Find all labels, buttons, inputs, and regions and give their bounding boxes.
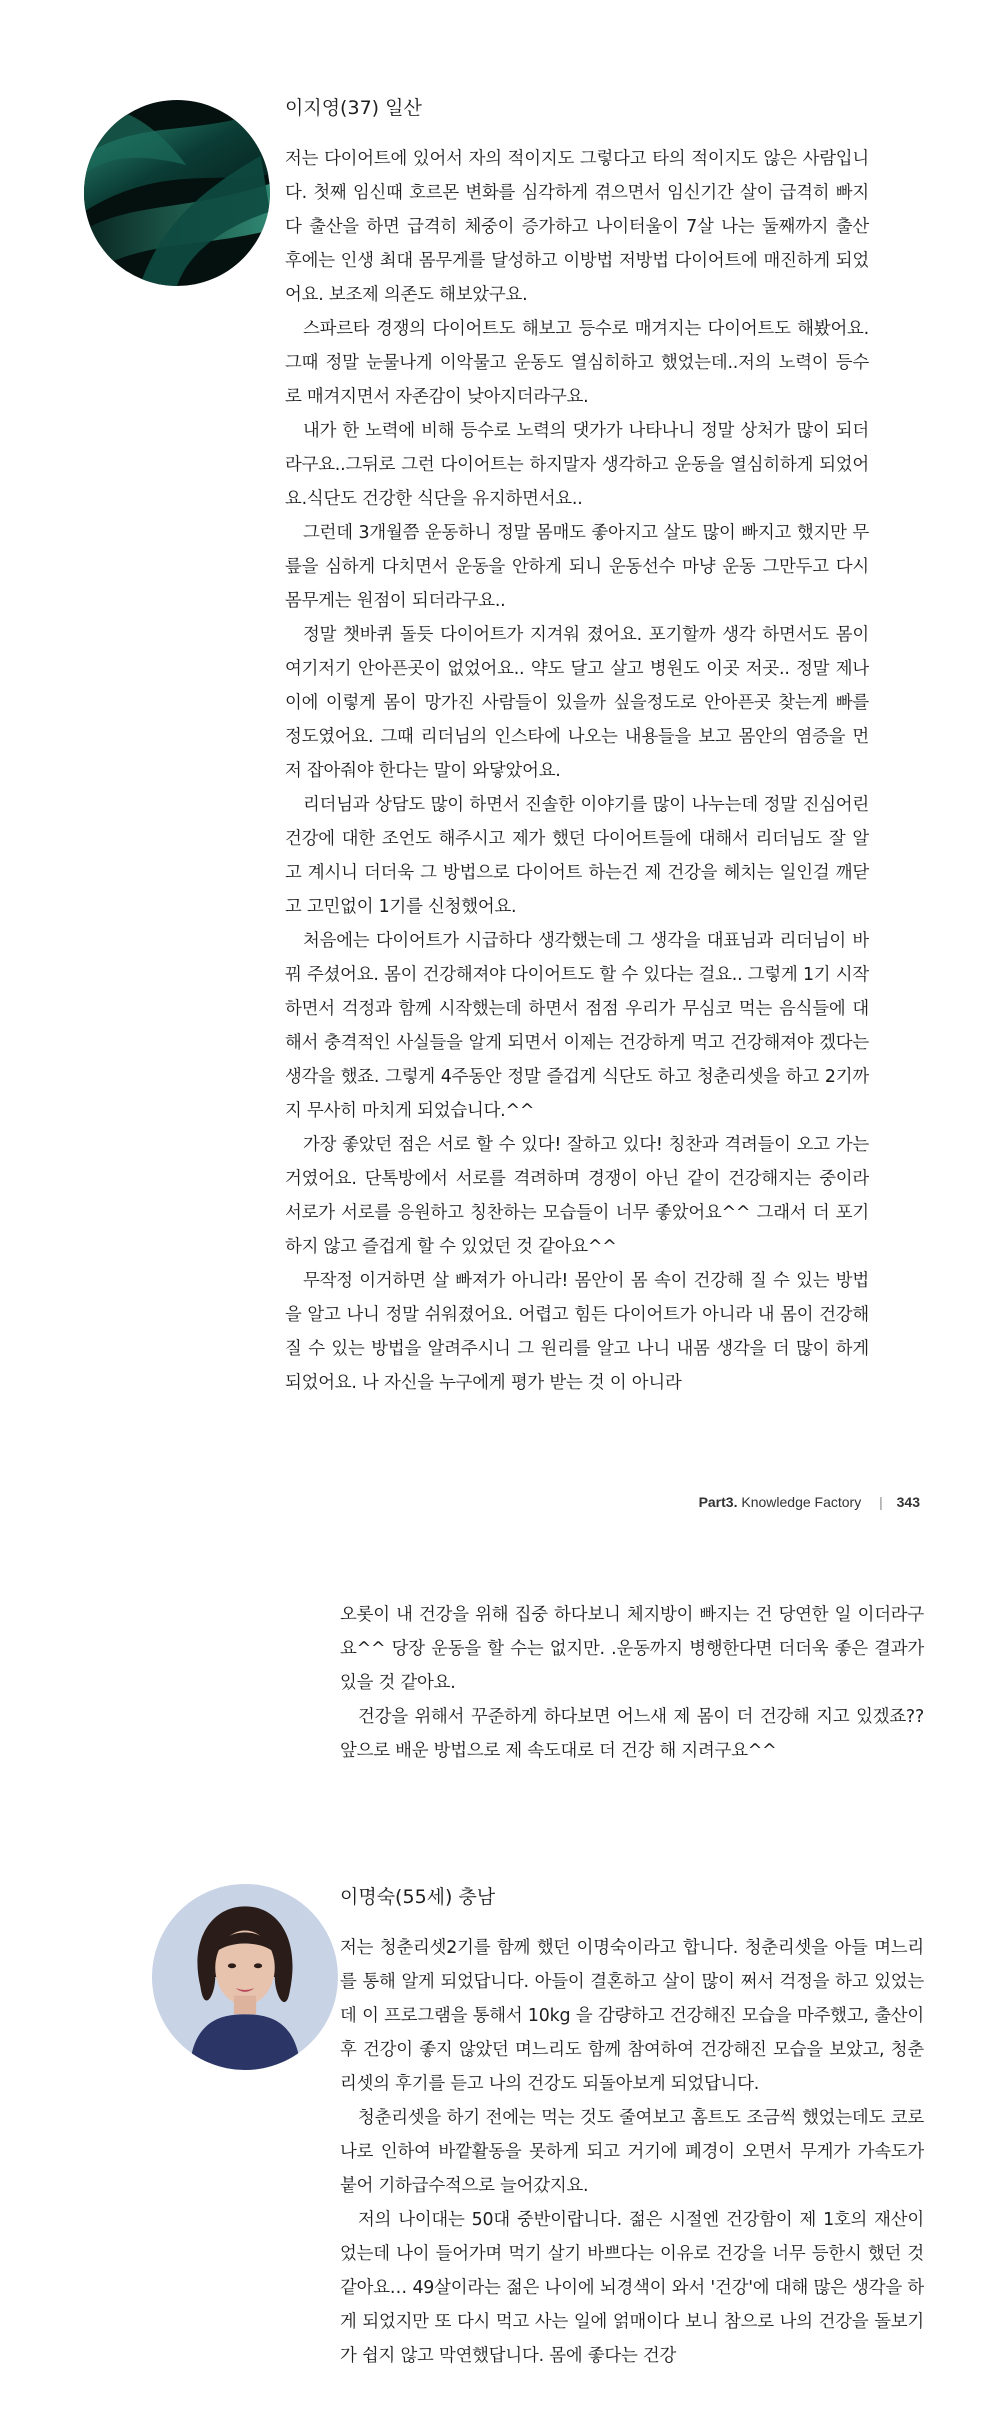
paragraph: 건강을 위해서 꾸준하게 하다보면 어느새 제 몸이 더 건강해 지고 있겠죠?? 앞으로 배운 방법으로 제 속도대로 더 건강 해 지려구요^^	[340, 1707, 924, 1761]
leaf-image	[84, 100, 270, 286]
paragraph: 가장 좋았던 점은 서로 할 수 있다! 잘하고 있다! 칭찬과 격려들이 오고 가는 거였어요. 단톡방에서 서로를 격려하며 경쟁이 아닌 같이 건강해지는 중이라 서로가 서로를 응원하고 칭찬하는 모습들이 너무 좋았어요^^ 그래서 더 포기하지 않고 즐겁게 할 수 있었던 것 같아요^^	[285, 1135, 869, 1257]
paragraph: 무작정 이거하면 살 빠져가 아니라! 몸안이 몸 속이 건강해 질 수 있는 방법을 알고 나니 정말 쉬워졌어요. 어렵고 힘든 다이어트가 아니라 내 몸이 건강해 질 수 있는 방법을 알려주시니 그 원리를 알고 나니 내몸 생각을 더 많이 하게 되었어요. 나 자신을 누구에게 평가 받는 것 이 아니라	[285, 1271, 869, 1393]
paragraph: 저의 나이대는 50대 중반이랍니다. 젊은 시절엔 건강함이 제 1호의 재산이었는데 나이 들어가며 먹기 살기 바쁘다는 이유로 건강을 너무 등한시 했던 것 같아요… 49살이라는 젊은 나이에 뇌경색이 와서 '건강'에 대해 많은 생각을 하게 되었지만 또 다시 먹고 사는 일에 얽매이다 보니 참으로 나의 건강을 돌보기가 쉽지 않고 막연했답니다. 몸에 좋다는 건강	[340, 2210, 924, 2366]
page-footer	[699, 1492, 920, 1512]
paragraph: 정말 챗바퀴 돌듯 다이어트가 지겨워 졌어요. 포기할까 생각 하면서도 몸이 여기저기 안아픈곳이 없었어요.. 약도 달고 살고 병원도 이곳 저곳.. 정말 제나이에 이렇게 몸이 망가진 사람들이 있을까 싶을정도로 안아픈곳 찾는게 빠를 정도였어요. 그때 리더님의 인스타에 나오는 내용들을 보고 몸안의 염증을 먼저 잡아줘야 한다는 말이 와닿았어요.	[285, 625, 869, 781]
paragraph: 스파르타 경쟁의 다이어트도 해보고 등수로 매겨지는 다이어트도 해봤어요.그때 정말 눈물나게 이악물고 운동도 열심히하고 했었는데..저의 노력이 등수로 매겨지면서 자존감이 낮아지더라구요.	[285, 319, 869, 407]
footer-title: Knowledge Factory	[741, 1494, 862, 1510]
paragraph: 청춘리셋을 하기 전에는 먹는 것도 줄여보고 홈트도 조금씩 했었는데도 코로나로 인하여 바깥활동을 못하게 되고 거기에 폐경이 오면서 무게가 가속도가 붙어 기하급수적으로 늘어갔지요.	[340, 2108, 924, 2196]
author-photo-woman	[152, 1884, 338, 2070]
testimonial-1	[285, 94, 869, 1400]
portrait-image	[152, 1884, 338, 2070]
testimonial-2	[340, 1883, 924, 2373]
paragraph: 저는 다이어트에 있어서 자의 적이지도 그렇다고 타의 적이지도 않은 사람입니다. 첫째 임신때 호르몬 변화를 심각하게 겪으면서 임신기간 살이 급격히 빠지다 출산을 하면 급격히 체중이 증가하고 나이터울이 7살 나는 둘째까지 출산 후에는 인생 최대 몸무게를 달성하고 이방법 저방법 다이어트에 매진하게 되었어요. 보조제 의존도 해보았구요.	[285, 149, 869, 305]
author-photo-leaves	[84, 100, 270, 286]
paragraph: 리더님과 상담도 많이 하면서 진솔한 이야기를 많이 나누는데 정말 진심어린 건강에 대한 조언도 해주시고 제가 했던 다이어트들에 대해서 리더님도 잘 알고 계시니 더더욱 그 방법으로 다이어트 하는건 제 건강을 헤치는 일인걸 깨닫고 고민없이 1기를 신청했어요.	[285, 795, 869, 917]
paragraph: 내가 한 노력에 비해 등수로 노력의 댓가가 나타나니 정말 상처가 많이 되더라구요..그뒤로 그런 다이어트는 하지말자 생각하고 운동을 열심히하게 되었어요.식단도 건강한 식단을 유지하면서요..	[285, 421, 869, 509]
page-number: 343	[896, 1494, 920, 1510]
paragraph: 처음에는 다이어트가 시급하다 생각했는데 그 생각을 대표님과 리더님이 바꿔 주셨어요. 몸이 건강해져야 다이어트도 할 수 있다는 걸요.. 그렇게 1기 시작하면서 걱정과 함께 시작했는데 하면서 점점 우리가 무심코 먹는 음식들에 대해서 충격적인 사실들을 알게 되면서 이제는 건강하게 먹고 건강해져야 겠다는 생각을 했죠. 그렇게 4주동안 정말 즐겁게 식단도 하고 청춘리셋을 하고 2기까지 무사히 마치게 되었습니다.^^	[285, 931, 869, 1121]
testimonial-1-continuation	[340, 1598, 924, 1768]
paragraph: 저는 청춘리셋2기를 함께 했던 이명숙이라고 합니다. 청춘리셋을 아들 며느리를 통해 알게 되었답니다. 아들이 결혼하고 살이 많이 쩌서 걱정을 하고 있었는데 이 프로그램을 통해서 10kg 을 감량하고 건강해진 모습을 마주했고, 출산이후 건강이 좋지 않았던 며느리도 함께 참여하여 건강해진 모습을 보았고, 청춘리셋의 후기를 듣고 나의 건강도 되돌아보게 되었답니다.	[340, 1938, 924, 2094]
footer-part: Part3.	[698, 1494, 738, 1510]
author-name: 이명숙(55세) 충남	[340, 1886, 496, 1908]
paragraph: 오롯이 내 건강을 위해 집중 하다보니 체지방이 빠지는 건 당연한 일 이더라구요^^ 당장 운동을 할 수는 없지만. .운동까지 병행한다면 더더욱 좋은 결과가 있을 것 같아요.	[340, 1605, 924, 1693]
footer-separator: |	[879, 1494, 883, 1510]
author-name: 이지영(37) 일산	[285, 97, 422, 119]
paragraph: 그런데 3개월쯤 운동하니 정말 몸매도 좋아지고 살도 많이 빠지고 했지만 무릎을 심하게 다치면서 운동을 안하게 되니 운동선수 마냥 운동 그만두고 다시 몸무게는 원점이 되더라구요..	[285, 523, 869, 611]
